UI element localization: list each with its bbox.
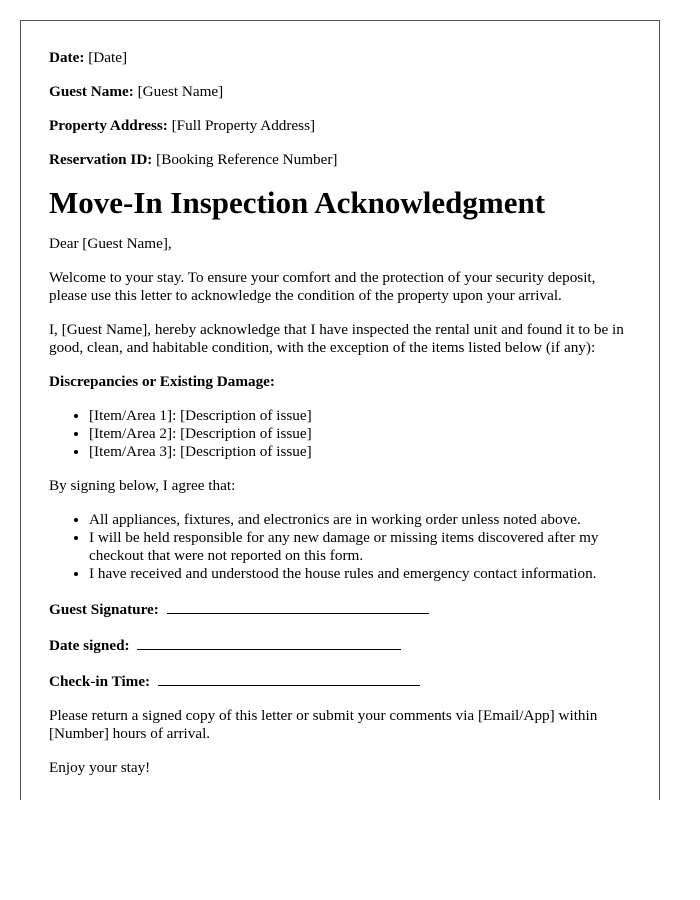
date-label: Date: <box>49 49 85 66</box>
list-item: • I will be held responsible for any new damage or missing items discovered after my checkout that were not reported on this form. <box>89 529 631 565</box>
property-address-line <box>49 117 631 135</box>
guest-signature-label: Guest Signature: <box>49 601 159 618</box>
checkin-time-line <box>49 671 631 691</box>
property-address-label: Property Address: <box>49 117 168 134</box>
discrepancies-heading <box>49 373 631 391</box>
list-item: • All appliances, fixtures, and electronics are in working order unless noted above. <box>89 511 631 529</box>
list-item: • [Item/Area 1]: [Description of issue] <box>89 407 631 425</box>
date-signed-field[interactable] <box>137 635 401 650</box>
property-address-value: [Full Property Address] <box>171 117 316 134</box>
acknowledgment-paragraph: I, [Guest Name], hereby acknowledge that I have inspected the rental unit and found it to be in good, clean, and habitable condition, with the exception of the items listed below (if any): <box>49 321 624 356</box>
salutation: Dear [Guest Name], <box>49 235 172 252</box>
intro-paragraph: Welcome to your stay. To ensure your comfort and the protection of your security deposit, please use this letter to acknowledge the condition of the property upon your arrival. <box>49 269 596 304</box>
checkin-time-label: Check-in Time: <box>49 673 151 690</box>
discrepancies-heading-text: Discrepancies or Existing Damage: <box>49 373 275 390</box>
date-line <box>49 49 631 67</box>
discrepancies-list <box>49 407 631 461</box>
agreements-list <box>49 511 631 583</box>
return-note: Please return a signed copy of this letter or submit your comments via [Email/App] within [Number] hours of arrival. <box>49 707 598 742</box>
letter-page <box>20 20 660 800</box>
guest-name-value: [Guest Name] <box>137 83 224 100</box>
guest-signature-line <box>49 599 631 619</box>
list-item: • [Item/Area 3]: [Description of issue] <box>89 443 631 461</box>
guest-name-line <box>49 83 631 101</box>
checkin-time-field[interactable] <box>158 671 420 686</box>
page-title: Move-In Inspection Acknowledgment <box>49 185 546 220</box>
date-signed-line <box>49 635 631 655</box>
reservation-id-line <box>49 151 631 169</box>
list-item: • I have received and understood the house rules and emergency contact information. <box>89 565 631 583</box>
signoff: Enjoy your stay! <box>49 759 151 776</box>
list-item: • [Item/Area 2]: [Description of issue] <box>89 425 631 443</box>
reservation-id-label: Reservation ID: <box>49 151 153 168</box>
agreement-intro: By signing below, I agree that: <box>49 477 236 494</box>
guest-name-label: Guest Name: <box>49 83 134 100</box>
guest-signature-field[interactable] <box>167 599 429 614</box>
reservation-id-value: [Booking Reference Number] <box>156 151 338 168</box>
date-signed-label: Date signed: <box>49 637 130 654</box>
date-value: [Date] <box>88 49 128 66</box>
